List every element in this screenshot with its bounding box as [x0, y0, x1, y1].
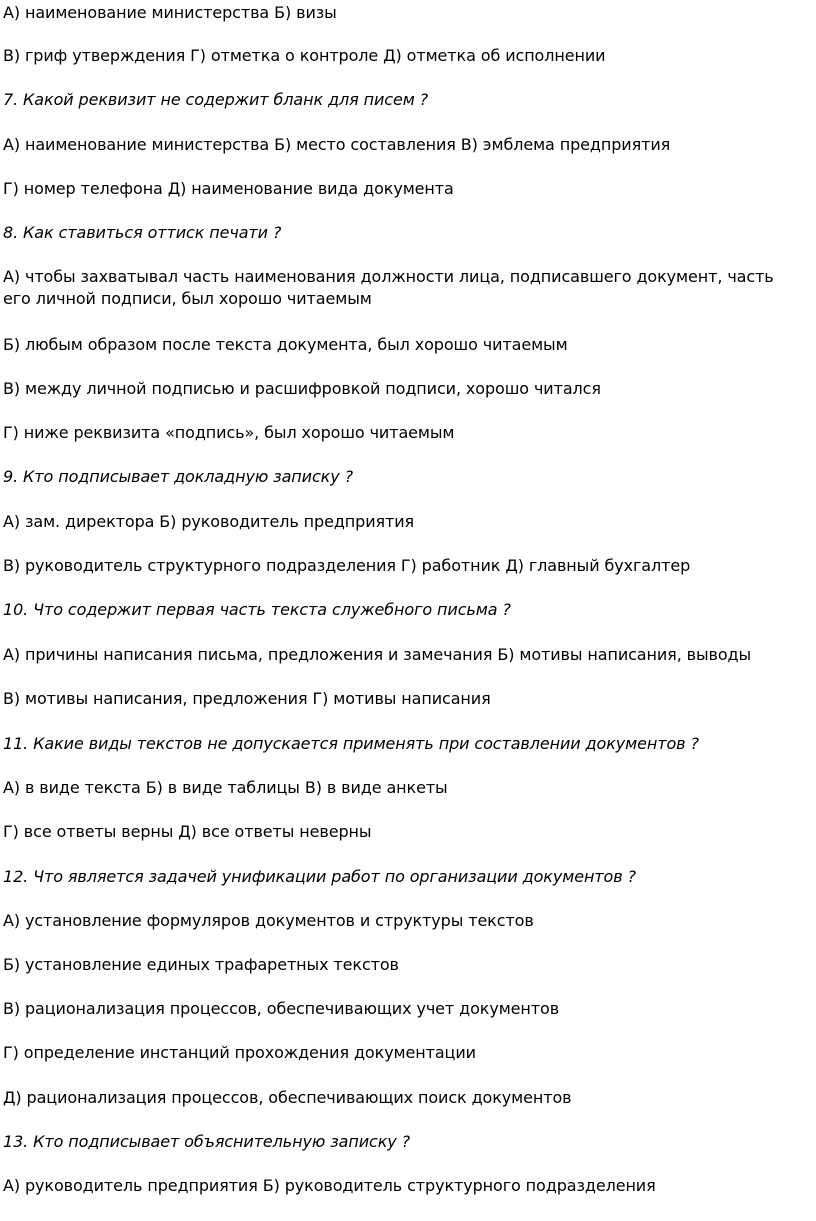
answer-line: А) наименование министерства Б) место составления В) эмблема предприятия [3, 135, 671, 154]
answer-line: Д) рационализация процессов, обеспечивающих поиск документов [3, 1088, 572, 1107]
answer-line: А) наименование министерства Б) визы [3, 3, 337, 22]
answer-line: А) установление формуляров документов и структуры текстов [3, 911, 534, 930]
answer-line: В) мотивы написания, предложения Г) мотивы написания [3, 689, 491, 708]
answer-line: А) причины написания письма, предложения и замечания Б) мотивы написания, выводы [3, 645, 752, 664]
answer-line: Б) любым образом после текста документа, был хорошо читаемым [3, 335, 568, 354]
question-line: 7. Какой реквизит не содержит бланк для писем ? [3, 90, 429, 109]
question-line: 12. Что является задачей унификации работ по организации документов ? [3, 867, 636, 886]
answer-line: А) в виде текста Б) в виде таблицы В) в виде анкеты [3, 778, 448, 797]
answer-line: Г) все ответы верны Д) все ответы неверны [3, 822, 372, 841]
answer-line: Г) номер телефона Д) наименование вида документа [3, 179, 454, 198]
answer-line: В) гриф утверждения Г) отметка о контроле Д) отметка об исполнении [3, 46, 606, 65]
answer-line: А) зам. директора Б) руководитель предприятия [3, 512, 415, 531]
answer-line: Г) определение инстанций прохождения документации [3, 1043, 476, 1062]
answer-line: Г) ниже реквизита «подпись», был хорошо читаемым [3, 423, 455, 442]
answer-line: А) чтобы захватывал часть наименования должности лица, подписавшего документ, часть его личной подписи, был хорошо читаемым [3, 267, 774, 308]
answer-line: А) руководитель предприятия Б) руководитель структурного подразделения [3, 1176, 656, 1195]
question-line: 9. Кто подписывает докладную записку ? [3, 467, 353, 486]
question-line: 13. Кто подписывает объяснительную записку ? [3, 1132, 410, 1151]
question-line: 10. Что содержит первая часть текста служебного письма ? [3, 600, 511, 619]
answer-line: Б) установление единых трафаретных текстов [3, 955, 399, 974]
answer-line: В) руководитель структурного подразделения Г) работник Д) главный бухгалтер [3, 556, 691, 575]
question-line: 8. Как ставиться оттиск печати ? [3, 223, 282, 242]
answer-line: В) между личной подписью и расшифровкой подписи, хорошо читался [3, 379, 601, 398]
answer-line: В) рационализация процессов, обеспечивающих учет документов [3, 999, 560, 1018]
question-line: 11. Какие виды текстов не допускается применять при составлении документов ? [3, 734, 699, 753]
